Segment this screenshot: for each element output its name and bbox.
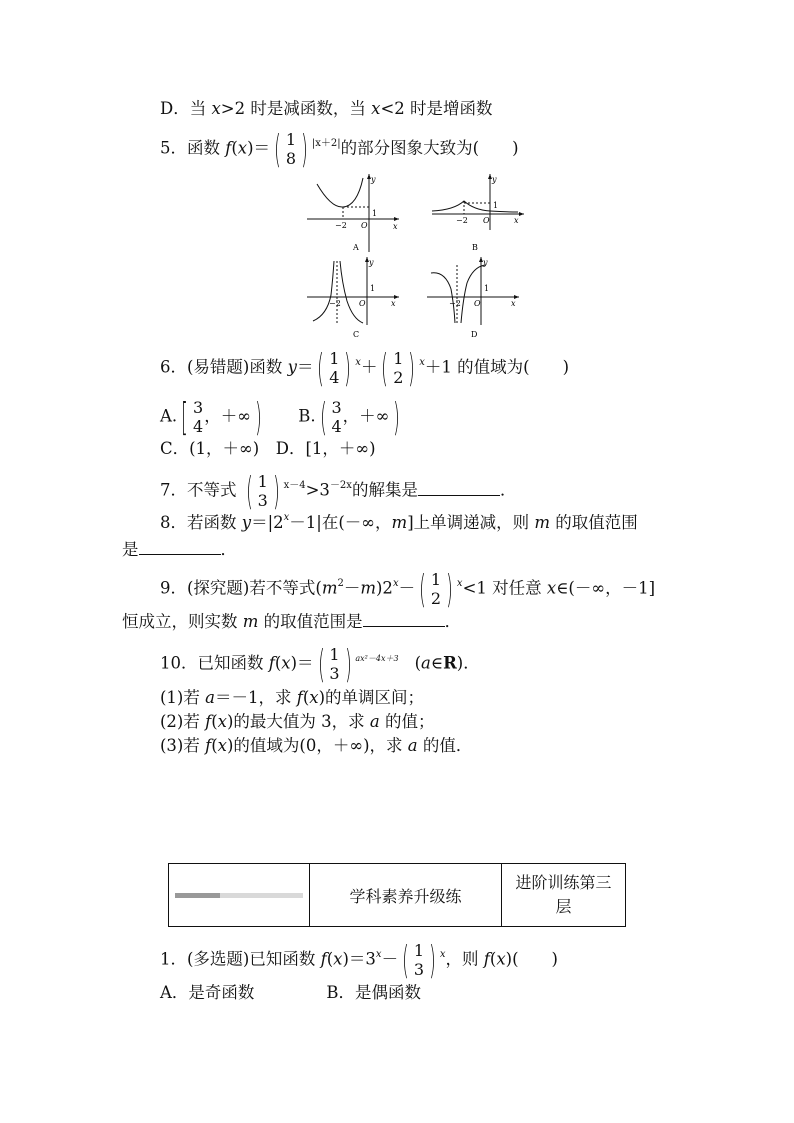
tick-minus-2: −2	[335, 221, 347, 230]
option-b-label: B.	[298, 406, 316, 426]
text: (	[231, 138, 238, 158]
text: (1)若	[160, 688, 206, 707]
text: 的取值范围	[550, 513, 638, 532]
section-question-1-options	[160, 982, 421, 1004]
question-10-part-3	[160, 735, 472, 757]
text: <2 时是增函数	[380, 99, 493, 118]
x-label: x	[514, 216, 519, 225]
var-x: x	[546, 578, 557, 598]
var-x: x	[281, 653, 291, 673]
fraction	[431, 570, 441, 608]
progress-bar	[175, 893, 303, 898]
origin-label: O	[474, 299, 481, 308]
text: －	[381, 949, 399, 969]
real-set-symbol: R	[443, 653, 457, 673]
fraction	[393, 349, 403, 387]
var-f: f	[205, 712, 212, 731]
var-x: x	[217, 712, 227, 731]
text: ＝|2	[251, 513, 284, 532]
numerator: 1	[430, 570, 442, 589]
text: (	[274, 653, 282, 673]
question-6	[160, 346, 570, 390]
fraction	[329, 645, 339, 683]
text: 的解集是	[351, 480, 418, 500]
text: >3	[305, 480, 330, 500]
paren-left: (	[274, 127, 281, 171]
fraction	[331, 398, 341, 436]
numerator: 3	[331, 398, 342, 417]
denominator: 3	[257, 491, 268, 510]
text: (2)若	[160, 712, 206, 731]
graph-c	[303, 253, 403, 341]
text: C．(1，＋∞) D．[1，＋∞)	[160, 439, 376, 458]
origin-label: O	[361, 221, 368, 230]
option-a-label: A.	[160, 406, 178, 426]
var-x: x	[496, 949, 506, 969]
exponent: －2x	[329, 479, 352, 491]
text: ∈(－∞，－1]	[556, 578, 656, 598]
exponent: |x＋2|	[311, 137, 341, 149]
numerator: 1	[285, 130, 297, 149]
text: 的部分图象大致为( )	[340, 138, 519, 158]
text: 9．(探究题)若不等式(	[160, 578, 322, 598]
fraction	[414, 941, 424, 979]
fraction	[286, 130, 296, 168]
var-m: m	[391, 513, 408, 532]
graph-a	[303, 170, 403, 255]
numerator: 1	[257, 472, 268, 491]
numerator: 1	[393, 349, 404, 368]
x-label: x	[511, 299, 516, 308]
x-label: x	[391, 299, 396, 308]
paren-right: )	[344, 642, 352, 686]
text: ＝	[296, 357, 314, 377]
var-m: m	[360, 578, 376, 598]
text: －1|在(－∞，	[289, 513, 392, 532]
text: ．	[499, 480, 517, 500]
paren-left: (	[317, 346, 325, 390]
denominator: 2	[393, 368, 404, 387]
answer-blank[interactable]	[363, 610, 445, 627]
y-label: y	[492, 175, 497, 184]
paren-left: (	[245, 469, 253, 513]
text: 是	[122, 540, 139, 559]
tick-1: 1	[484, 284, 490, 293]
tick-minus-2: −2	[449, 299, 461, 308]
paren-left: (	[419, 567, 426, 611]
text: ，＋∞	[342, 406, 390, 426]
text: ]上单调递减，则	[407, 513, 535, 532]
var-x: x	[371, 99, 381, 118]
text: )的单调区间；	[318, 688, 425, 707]
text: ，则	[445, 949, 484, 969]
var-m: m	[534, 513, 551, 532]
text: D．当	[160, 99, 212, 118]
paren-right: )	[429, 938, 436, 982]
text: )2	[376, 578, 393, 598]
x-label: x	[393, 222, 398, 231]
text: ＝－1，求	[214, 688, 297, 707]
text: (3)若	[160, 736, 206, 755]
graph-d	[423, 253, 523, 341]
exponent: 2	[337, 577, 344, 589]
question-10-part-1	[160, 687, 424, 709]
text: )．	[456, 653, 480, 673]
var-f: f	[320, 949, 327, 969]
paren-right: )	[446, 567, 453, 611]
tick-1: 1	[370, 284, 376, 293]
text: )＝3	[342, 949, 376, 969]
question-6-options-cd	[160, 438, 376, 460]
var-f: f	[205, 736, 212, 755]
text: ．	[220, 540, 237, 559]
denominator: 4	[331, 417, 342, 436]
answer-blank[interactable]	[418, 479, 500, 496]
numerator: 1	[413, 941, 425, 960]
graph-label-d: D	[471, 330, 478, 339]
question-9-cont	[122, 610, 461, 633]
var-y: y	[287, 357, 297, 377]
var-f: f	[296, 688, 303, 707]
progress-cell	[169, 864, 310, 926]
var-x: x	[217, 736, 227, 755]
paren-left: (	[317, 642, 325, 686]
text: 恒成立，则实数	[122, 612, 243, 631]
denominator: 3	[413, 960, 425, 979]
var-a: a	[407, 736, 418, 755]
text: (	[414, 653, 422, 673]
exponent: x	[392, 577, 399, 589]
exponent: ax²－4x＋3	[355, 653, 399, 663]
text: －	[398, 578, 416, 598]
text: (	[211, 712, 218, 731]
exponent: x	[283, 512, 290, 523]
text: (	[302, 688, 310, 707]
section-header-table	[168, 863, 626, 927]
section-title: 学科素养升级练	[310, 864, 502, 926]
numerator: 1	[329, 349, 340, 368]
denominator: 4	[193, 417, 204, 436]
text: (	[211, 736, 218, 755]
paren-left: (	[402, 938, 409, 982]
var-x: x	[309, 688, 319, 707]
question-9	[160, 567, 656, 611]
section-level	[502, 864, 625, 926]
question-10-part-2	[160, 711, 435, 733]
graph-label-a: A	[353, 243, 359, 252]
text: 的值；	[379, 712, 435, 731]
text: )的最大值为 3，求	[226, 712, 370, 731]
var-x: x	[211, 99, 221, 118]
option-a: A．是奇函数	[160, 983, 255, 1002]
bracket-left: [	[181, 395, 188, 439]
exponent: x	[355, 356, 361, 368]
section-level-text: 进阶训练第三层	[515, 873, 612, 916]
var-a: a	[369, 712, 380, 731]
text: ＋	[360, 357, 378, 377]
var-f: f	[268, 653, 275, 673]
tick-1: 1	[493, 201, 499, 210]
text: 1．(多选题)已知函数	[160, 949, 321, 969]
exponent: x	[375, 948, 382, 960]
text: 7．不等式	[160, 480, 242, 500]
graph-label-c: C	[353, 330, 360, 339]
exponent: x	[456, 577, 463, 589]
y-label: y	[483, 258, 488, 267]
y-label: y	[371, 175, 376, 184]
question-7	[160, 469, 517, 513]
exponent: x	[439, 948, 446, 960]
denominator: 8	[285, 149, 297, 168]
var-f: f	[225, 138, 232, 158]
var-x: x	[237, 138, 248, 158]
question-5	[160, 127, 519, 171]
var-a: a	[205, 688, 215, 707]
exponent: x－4	[283, 479, 306, 491]
text: 6．(易错题)函数	[160, 357, 288, 377]
text: )( )	[505, 949, 558, 969]
tick-1: 1	[372, 209, 378, 218]
option-b: B．是偶函数	[326, 983, 422, 1002]
text: 的值．	[417, 736, 473, 755]
fraction	[193, 398, 203, 436]
fraction	[329, 349, 339, 387]
question-6-options-ab	[160, 395, 404, 439]
text: ，＋∞	[204, 406, 251, 426]
paren-left: (	[319, 395, 327, 439]
question-8	[160, 512, 638, 537]
numerator: 1	[329, 645, 340, 664]
section-question-1	[160, 938, 558, 982]
text: >2 时是减函数，当	[220, 99, 372, 118]
graph-b	[428, 170, 528, 255]
question-8-cont	[122, 538, 237, 561]
graph-label-b: B	[472, 243, 478, 252]
text: ＋1 的值域为( )	[424, 357, 570, 377]
text: 10．已知函数	[160, 653, 269, 673]
paren-right: )	[255, 395, 262, 439]
option-d-line	[160, 98, 493, 120]
var-x: x	[333, 949, 343, 969]
text: 8．若函数	[160, 513, 242, 532]
numerator: 3	[193, 398, 204, 417]
text: )＝	[247, 138, 271, 158]
text: (	[326, 949, 334, 969]
var-y: y	[241, 513, 252, 532]
denominator: 2	[430, 589, 442, 608]
question-10	[160, 642, 480, 686]
paren-right: )	[272, 469, 280, 513]
paren-left: (	[381, 346, 389, 390]
text: )＝	[290, 653, 314, 673]
text: 5．函数	[160, 138, 226, 158]
tick-minus-2: −2	[329, 299, 341, 308]
exponent: x	[419, 356, 425, 368]
fraction	[258, 472, 268, 510]
text: <1 对任意	[462, 578, 547, 598]
var-m: m	[242, 612, 259, 631]
paren-right: )	[301, 127, 308, 171]
paren-right: )	[344, 346, 352, 390]
var-f: f	[483, 949, 490, 969]
denominator: 3	[329, 664, 340, 683]
y-label: y	[369, 258, 374, 267]
text: －	[343, 578, 361, 598]
answer-blank[interactable]	[139, 538, 221, 555]
progress-fill	[175, 893, 220, 898]
text: 的取值范围是	[258, 612, 363, 631]
text: ．	[444, 612, 462, 631]
tick-minus-2: −2	[456, 216, 468, 225]
text: (	[489, 949, 497, 969]
origin-label: O	[359, 299, 366, 308]
text: ∈	[430, 653, 444, 673]
paren-right: )	[393, 395, 401, 439]
var-m: m	[321, 578, 338, 598]
denominator: 4	[329, 368, 340, 387]
text: )的值域为(0，＋∞)，求	[226, 736, 408, 755]
origin-label: O	[483, 216, 490, 225]
paren-right: )	[408, 346, 416, 390]
var-a: a	[421, 653, 431, 673]
